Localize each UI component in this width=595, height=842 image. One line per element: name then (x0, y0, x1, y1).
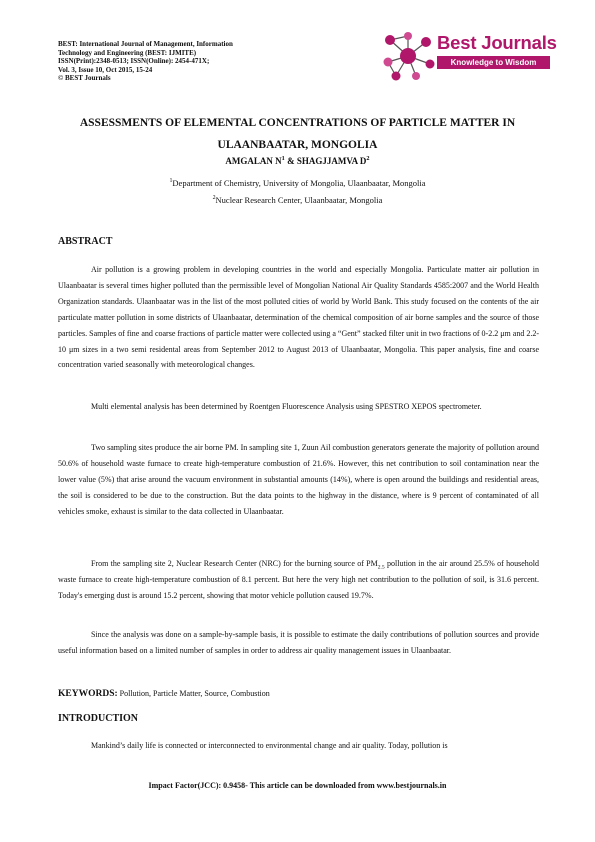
authors (60, 156, 535, 166)
abstract-paragraph (58, 556, 539, 604)
paragraph-text: pollution in the air around 25.5% of household waste furnace to create high-temperature combustion of 8.1 percent. But here the very high net contribution to the pollution of soil, is 31.6 percent. Today's emerging dust is around 15.2 percent, showing that motor vehicle pollution caused 19.7%. (58, 559, 539, 600)
logo-tagline: Knowledge to Wisdom (437, 56, 550, 69)
author-name: AMGALAN N (225, 156, 282, 166)
journal-info-line: Technology and Engineering (BEST: IJMITE) (58, 48, 197, 57)
keywords-text: Pollution, Particle Matter, Source, Combustion (117, 689, 270, 698)
introduction-paragraph: Mankind’s daily life is connected or interconnected to environmental change and air quality. Today, pollution is (91, 741, 448, 750)
introduction-heading: INTRODUCTION (58, 713, 139, 724)
author-affil-marker: 1 (281, 155, 285, 162)
affiliation-marker: 1 (169, 178, 173, 185)
abstract-paragraph: Multi elemental analysis has been determined by Roentgen Fluorescence Analysis using SPESTRO XEPOS spectrometer. (91, 402, 482, 411)
journal-info-line: ISSN(Print):2348-0513; ISSN(Online): 2454-471X; (58, 57, 210, 66)
affiliation (60, 195, 535, 205)
abstract-paragraph: Air pollution is a growing problem in developing countries in the world and especially Mongolia. Particulate matter air pollution in Ulaanbaatar is several times higher polluted than the permissible level of Mongolian National Air Quality Standards 4585:2007 and the World Health Organization standards. Ulaanbaatar was in the list of the most polluted cities of world by World Bank. This study focused on the contents of the air particulate matter pollution in some districts of Ulaanbaatar, determination of the chemical composition of air borne samples and the source of those particles. Samples of fine and coarse fractions of particle matter were collected using a “Gent” stacked filter unit in two fractions of 0-2.2 μm and 2.2-10 μm sizes in a two semi residental areas from September 2012 to August 2013 of Ulaanbaatar, Mongolia. This paper analysis, fine and coarse concentration varied seasonally with meteorological changes. (58, 265, 539, 370)
best-journals-logo (380, 30, 560, 82)
affiliation-text: Department of Chemistry, University of Mongolia, Ulaanbaatar, Mongolia (172, 178, 426, 188)
title-line: ULAANBAATAR, MONGOLIA (217, 139, 378, 151)
pm-subscript: 2.5 (377, 564, 385, 571)
paper-title (60, 112, 535, 156)
affiliation-marker: 2 (212, 195, 216, 202)
affiliation-text: Nuclear Research Center, Ulaanbaatar, Mongolia (215, 195, 383, 205)
title-line: ASSESSMENTS OF ELEMENTAL CONCENTRATIONS OF PARTICLE MATTER IN (79, 117, 516, 129)
author-affil-marker: 2 (366, 155, 370, 162)
journal-info-line: Vol. 3, Issue 10, Oct 2015, 15-24 (58, 65, 153, 74)
abstract-heading: ABSTRACT (58, 236, 113, 247)
journal-info (58, 40, 298, 83)
abstract-paragraph: Two sampling sites produce the air borne PM. In sampling site 1, Zuun Ail combustion generators generate the majority of pollution around 50.6% of household waste furnace to create high-temperature combustion of 21.6%. However, this net contribution to soil contamination near the lower value (5%) that arise around the vacuum environment in substantial amounts (14%), where is open around the buildings and residential areas, the soil is considered to be due to the construction. But the data points to the highway in the distance, where is 9 percent of contaminated of all vehicles smoke, exhaust is similar to the data collected in Ulaanbaatar. (58, 443, 539, 516)
molecule-icon (380, 30, 436, 82)
paragraph-text: From the sampling site 2, Nuclear Research Center (NRC) for the burning source of PM (91, 559, 378, 568)
keywords (58, 689, 270, 699)
journal-info-line: © BEST Journals (58, 74, 111, 83)
author-separator: & (284, 156, 297, 166)
keywords-label: KEYWORDS: (58, 689, 118, 699)
logo-name: Best Journals (437, 32, 557, 53)
affiliation (60, 178, 535, 188)
journal-info-line: BEST: International Journal of Management, Information (58, 40, 233, 48)
page-footer: Impact Factor(JCC): 0.9458- This article can be downloaded from www.bestjournals.in (148, 781, 447, 790)
author-name: SHAGJJAMVA D (296, 156, 367, 166)
abstract-paragraph: Since the analysis was done on a sample-by-sample basis, it is possible to estimate the daily contributions of pollution sources and provide useful information based on a limited number of samples in order to address air quality management issues in Ulaanbaatar. (58, 630, 539, 655)
